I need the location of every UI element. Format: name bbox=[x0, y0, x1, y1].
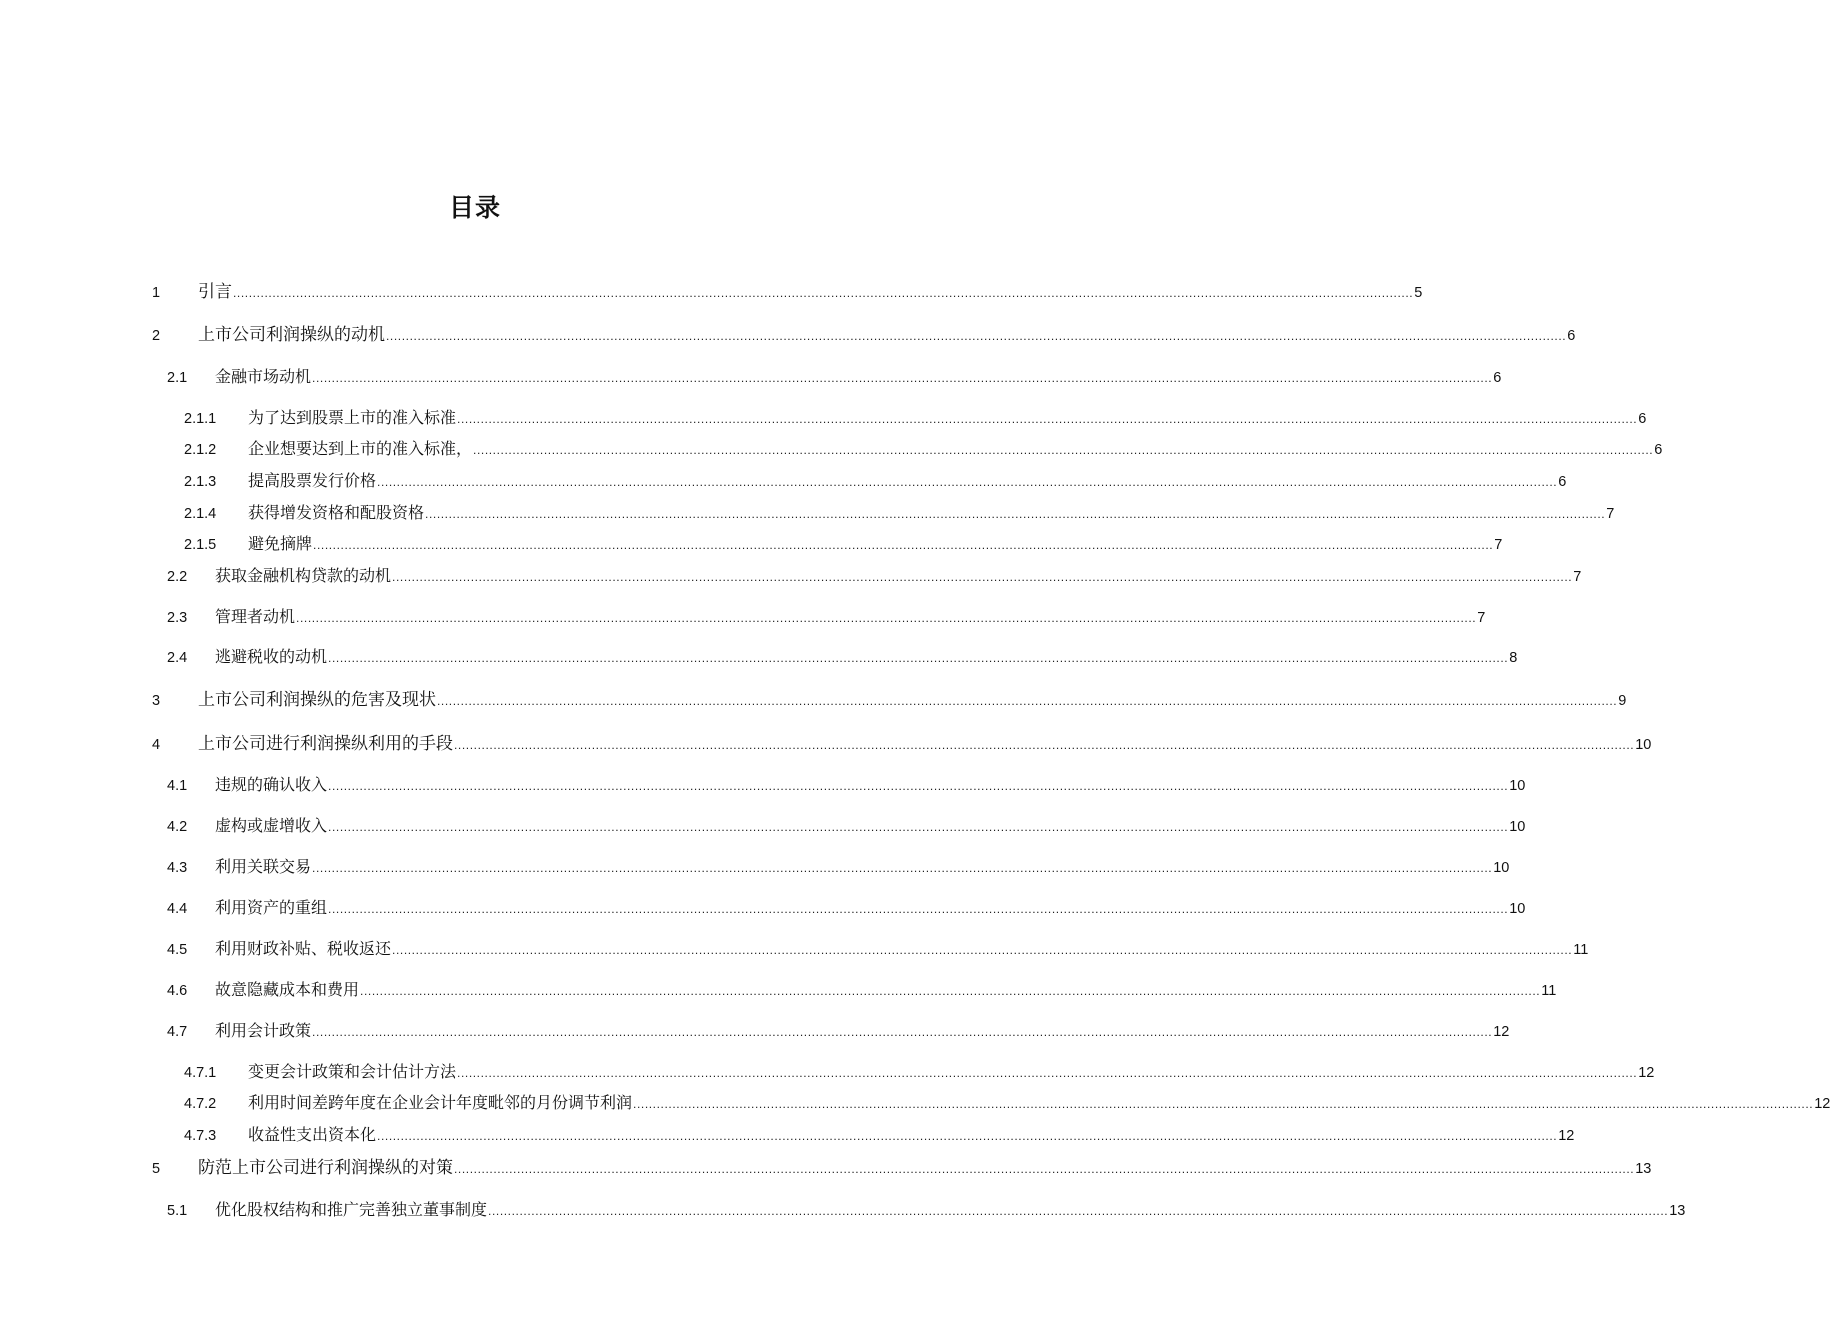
toc-entry[interactable] bbox=[184, 1125, 1575, 1147]
toc-dot-leader: ............................................................................................................................................................................................................................................................................................................ bbox=[473, 443, 1654, 457]
toc-entry-title: 上市公司进行利润操纵利用的手段 bbox=[198, 734, 453, 753]
toc-entry-page: 11 bbox=[1573, 942, 1589, 958]
toc-entry-number: 4.5 bbox=[167, 942, 188, 958]
toc-dot-leader: ............................................................................................................................................................................................................................................................................................................ bbox=[233, 286, 1414, 300]
toc-entry-number: 4 bbox=[152, 737, 161, 753]
toc-entry-number: 3 bbox=[152, 693, 161, 709]
toc-entry-page: 12 bbox=[1814, 1096, 1830, 1112]
toc-entry[interactable] bbox=[167, 857, 1510, 879]
toc-entry-title: 企业想要达到上市的准入标准， bbox=[248, 441, 473, 458]
toc-entry-title: 金融市场动机 bbox=[215, 369, 312, 386]
toc-entry-title: 优化股权结构和推广完善独立董事制度 bbox=[215, 1202, 488, 1219]
toc-entry-number: 2.3 bbox=[167, 610, 188, 626]
toc-entry[interactable] bbox=[184, 439, 1663, 461]
toc-entry-title: 利用资产的重组 bbox=[215, 900, 328, 917]
toc-entry-title: 逃避税收的动机 bbox=[215, 649, 328, 666]
toc-entry-number: 4.1 bbox=[167, 778, 188, 794]
toc-entry[interactable] bbox=[167, 607, 1486, 629]
toc-entry-page: 12 bbox=[1493, 1024, 1510, 1040]
toc-entry-number: 4.7.3 bbox=[184, 1128, 217, 1144]
toc-entry[interactable] bbox=[167, 898, 1526, 920]
toc-dot-leader: ............................................................................................................................................................................................................................................................................................................ bbox=[457, 412, 1638, 426]
toc-entry-page: 10 bbox=[1493, 860, 1510, 876]
toc-entry-page: 8 bbox=[1509, 650, 1518, 666]
toc-entry-title: 上市公司利润操纵的动机 bbox=[198, 325, 385, 344]
toc-entry-page: 7 bbox=[1477, 610, 1486, 626]
toc-entry-number: 5.1 bbox=[167, 1203, 188, 1219]
toc-dot-leader: ............................................................................................................................................................................................................................................................................................................ bbox=[328, 902, 1509, 916]
toc-entry-title: 利用时间差跨年度在企业会计年度毗邻的月份调节利润 bbox=[248, 1095, 633, 1112]
toc-entry-page: 10 bbox=[1509, 778, 1526, 794]
toc-entry[interactable] bbox=[184, 503, 1615, 525]
toc-dot-leader: ............................................................................................................................................................................................................................................................................................................ bbox=[454, 1162, 1635, 1176]
toc-entry-page: 11 bbox=[1541, 983, 1557, 999]
toc-entry-page: 13 bbox=[1669, 1203, 1686, 1219]
toc-entry[interactable] bbox=[167, 647, 1518, 669]
toc-entry-title: 违规的确认收入 bbox=[215, 777, 328, 794]
toc-entry-page: 7 bbox=[1573, 569, 1582, 585]
toc-dot-leader: ............................................................................................................................................................................................................................................................................................................ bbox=[457, 1066, 1638, 1080]
toc-dot-leader: ............................................................................................................................................................................................................................................................................................................ bbox=[328, 820, 1509, 834]
toc-dot-leader: ............................................................................................................................................................................................................................................................................................................ bbox=[392, 570, 1573, 584]
toc-entry-number: 1 bbox=[152, 285, 161, 301]
toc-entry-number: 4.7.2 bbox=[184, 1096, 217, 1112]
toc-entry[interactable] bbox=[184, 408, 1647, 430]
toc-entry[interactable] bbox=[167, 566, 1582, 588]
toc-dot-leader: ............................................................................................................................................................................................................................................................................................................ bbox=[377, 1129, 1558, 1143]
toc-entry-title: 获得增发资格和配股资格 bbox=[248, 505, 425, 522]
toc-entry-page: 9 bbox=[1618, 693, 1627, 709]
toc-entry-page: 12 bbox=[1638, 1065, 1655, 1081]
toc-entry-page: 10 bbox=[1635, 737, 1652, 753]
toc-entry-number: 2.1.3 bbox=[184, 474, 217, 490]
toc-entry-number: 2.1 bbox=[167, 370, 188, 386]
toc-entry-title: 利用关联交易 bbox=[215, 859, 312, 876]
toc-entry-title: 上市公司利润操纵的危害及现状 bbox=[198, 690, 436, 709]
toc-dot-leader: ............................................................................................................................................................................................................................................................................................................ bbox=[454, 738, 1635, 752]
toc-entry-page: 6 bbox=[1567, 328, 1576, 344]
toc-dot-leader: ............................................................................................................................................................................................................................................................................................................ bbox=[437, 694, 1618, 708]
toc-entry-title: 虚构或虚增收入 bbox=[215, 818, 328, 835]
toc-entry-number: 4.6 bbox=[167, 983, 188, 999]
toc-entry-number: 2.1.2 bbox=[184, 442, 217, 458]
toc-entry[interactable] bbox=[184, 534, 1503, 556]
toc-entry-page: 10 bbox=[1509, 901, 1526, 917]
toc-entry-page: 5 bbox=[1414, 285, 1423, 301]
toc-entry-title: 管理者动机 bbox=[215, 609, 296, 626]
page-title: 目录 bbox=[448, 193, 501, 222]
toc-entry[interactable] bbox=[184, 1093, 1830, 1115]
toc-dot-leader: ............................................................................................................................................................................................................................................................................................................ bbox=[312, 1025, 1493, 1039]
toc-dot-leader: ............................................................................................................................................................................................................................................................................................................ bbox=[296, 611, 1477, 625]
toc-entry-number: 4.2 bbox=[167, 819, 188, 835]
toc-entry-page: 10 bbox=[1509, 819, 1526, 835]
toc-entry-title: 提高股票发行价格 bbox=[248, 473, 377, 490]
toc-entry[interactable] bbox=[167, 939, 1589, 961]
toc-entry-number: 2.4 bbox=[167, 650, 188, 666]
toc-dot-leader: ............................................................................................................................................................................................................................................................................................................ bbox=[488, 1204, 1669, 1218]
toc-entry-page: 7 bbox=[1494, 537, 1503, 553]
toc-entry[interactable] bbox=[152, 733, 1652, 755]
toc-entry[interactable] bbox=[152, 1157, 1652, 1179]
toc-dot-leader: ............................................................................................................................................................................................................................................................................................................ bbox=[360, 984, 1541, 998]
toc-entry[interactable] bbox=[152, 324, 1576, 346]
toc-entry[interactable] bbox=[184, 471, 1567, 493]
toc-entry-number: 4.4 bbox=[167, 901, 188, 917]
toc-entry[interactable] bbox=[167, 1200, 1686, 1222]
toc-entry-title: 利用财政补贴、税收返还 bbox=[215, 941, 392, 958]
toc-entry-title: 引言 bbox=[198, 282, 232, 301]
toc-entry[interactable] bbox=[152, 281, 1423, 303]
toc-entry-number: 2.2 bbox=[167, 569, 188, 585]
toc-entry[interactable] bbox=[167, 367, 1502, 389]
toc-entry-number: 5 bbox=[152, 1161, 161, 1177]
toc-entry-page: 13 bbox=[1635, 1161, 1652, 1177]
toc-dot-leader: ............................................................................................................................................................................................................................................................................................................ bbox=[377, 475, 1558, 489]
toc-entry[interactable] bbox=[184, 1062, 1655, 1084]
toc-entry-page: 6 bbox=[1638, 411, 1647, 427]
toc-dot-leader: ............................................................................................................................................................................................................................................................................................................ bbox=[386, 329, 1567, 343]
toc-entry-page: 6 bbox=[1493, 370, 1502, 386]
toc-dot-leader: ............................................................................................................................................................................................................................................................................................................ bbox=[633, 1097, 1814, 1111]
toc-entry-number: 4.7.1 bbox=[184, 1065, 217, 1081]
toc-entry-title: 防范上市公司进行利润操纵的对策 bbox=[198, 1158, 453, 1177]
toc-entry[interactable] bbox=[167, 775, 1526, 797]
toc-entry[interactable] bbox=[167, 980, 1557, 1002]
toc-entry[interactable] bbox=[152, 689, 1627, 711]
toc-entry-number: 4.3 bbox=[167, 860, 188, 876]
toc-dot-leader: ............................................................................................................................................................................................................................................................................................................ bbox=[425, 507, 1606, 521]
toc-entry-page: 7 bbox=[1606, 506, 1615, 522]
toc-entry-title: 收益性支出资本化 bbox=[248, 1127, 377, 1144]
toc-entry-title: 利用会计政策 bbox=[215, 1023, 312, 1040]
toc-dot-leader: ............................................................................................................................................................................................................................................................................................................ bbox=[313, 538, 1494, 552]
toc-entry-title: 获取金融机构贷款的动机 bbox=[215, 568, 392, 585]
toc-entry-title: 变更会计政策和会计估计方法 bbox=[248, 1064, 457, 1081]
toc-entry[interactable] bbox=[167, 816, 1526, 838]
toc-entry-page: 6 bbox=[1654, 442, 1663, 458]
toc-entry-title: 避免摘牌 bbox=[248, 536, 313, 553]
toc-entry[interactable] bbox=[167, 1021, 1510, 1043]
toc-entry-title: 为了达到股票上市的准入标准 bbox=[248, 410, 457, 427]
toc-entry-number: 2.1.4 bbox=[184, 506, 217, 522]
toc-dot-leader: ............................................................................................................................................................................................................................................................................................................ bbox=[312, 861, 1493, 875]
toc-dot-leader: ............................................................................................................................................................................................................................................................................................................ bbox=[392, 943, 1573, 957]
toc-entry-number: 2 bbox=[152, 328, 161, 344]
toc-entry-title: 故意隐藏成本和费用 bbox=[215, 982, 360, 999]
toc-dot-leader: ............................................................................................................................................................................................................................................................................................................ bbox=[312, 371, 1493, 385]
toc-entry-page: 6 bbox=[1558, 474, 1567, 490]
toc-dot-leader: ............................................................................................................................................................................................................................................................................................................ bbox=[328, 651, 1509, 665]
toc-entry-number: 4.7 bbox=[167, 1024, 188, 1040]
toc-entry-page: 12 bbox=[1558, 1128, 1575, 1144]
toc-entry-number: 2.1.1 bbox=[184, 411, 217, 427]
toc-dot-leader: ............................................................................................................................................................................................................................................................................................................ bbox=[328, 779, 1509, 793]
toc-entry-number: 2.1.5 bbox=[184, 537, 217, 553]
